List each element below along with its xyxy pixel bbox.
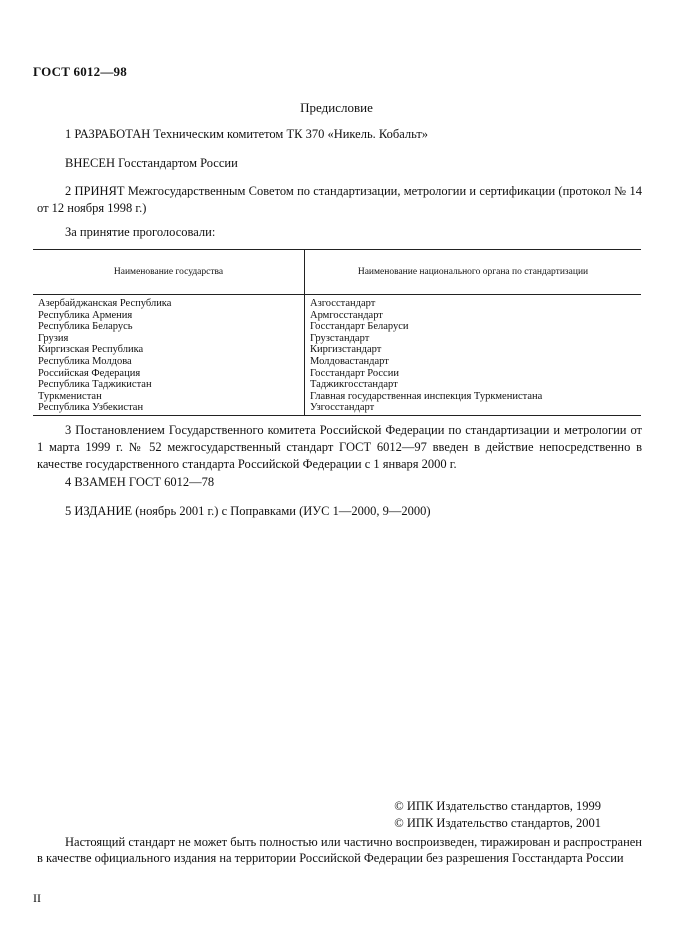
copyright-line: © ИПК Издательство стандартов, 1999 [394,799,601,813]
table-header-row [33,250,641,295]
state-name-cell: Туркменистан [38,390,102,402]
standards-body-cell: Армгосстандарт [305,310,642,322]
item-introduced: ВНЕСЕН Госстандартом России [65,156,238,170]
table-row [33,321,641,333]
reproduction-notice: Настоящий стандарт не может быть полностью или частично воспроизведен, тиражирован и распространен в качестве официального издания на территории Российской Федерации без разрешения Госстандарта России [37,835,642,865]
table-row [33,368,641,380]
state-name-cell: Республика Беларусь [38,321,133,333]
voted-intro: За принятие проголосовали: [65,225,216,239]
table-row [33,402,641,415]
state-name-cell: Республика Армения [38,309,133,321]
page-number: II [33,891,41,905]
standards-body-cell: Госстандарт Беларуси [305,321,642,333]
voting-table [33,249,641,416]
state-name-cell: Киргизская Республика [38,344,144,356]
state-name-cell: Республика Таджикистан [38,379,152,391]
standards-body-cell: Молдовастандарт [305,356,642,368]
item-decree: 3 Постановлением Государственного комитета Российской Федерации по стандартизации и метрологии от 1 марта 1999 г. № 52 межгосударственный стандарт ГОСТ 6012—97 введен в действие непосредственно в качестве государственного стандарта Российской Федерации с 1 января 2000 г. [37,423,642,471]
table-row [33,356,641,368]
column-header-body: Наименование национального органа по стандартизации [305,250,642,295]
state-name-cell: Республика Узбекистан [33,402,305,415]
item-adopted: 2 ПРИНЯТ Межгосударственным Советом по стандартизации, метрологии и сертификации (протокол № 14 от 12 ноября 1998 г.) [37,184,642,215]
standards-body-cell: Киргизстандарт [305,344,642,356]
table-row [33,310,641,322]
state-name-cell: Российская Федерация [38,367,141,379]
state-name-cell: Азербайджанская Республика [38,298,172,309]
table-body [33,295,641,416]
foreword-heading: Предисловие [300,100,373,115]
state-name-cell: Республика Молдова [38,355,132,367]
column-header-state: Наименование государства [33,250,305,295]
standards-body-cell: Таджикгосстандарт [305,379,642,391]
item-replaces: 4 ВЗАМЕН ГОСТ 6012—78 [65,475,215,489]
standard-id: ГОСТ 6012—98 [33,64,127,79]
table-row [33,344,641,356]
copyright-line: © ИПК Издательство стандартов, 2001 [394,816,601,830]
copyright-block [394,798,601,832]
item-edition: 5 ИЗДАНИЕ (ноябрь 2001 г.) с Поправками (ИУС 1—2000, 9—2000) [65,504,431,518]
table-row [33,391,641,403]
state-name-cell: Грузия [38,332,69,344]
table-row [33,295,641,310]
item-developed: 1 РАЗРАБОТАН Техническим комитетом ТК 370 «Никель. Кобальт» [65,127,429,141]
standards-body-cell: Узгосстандарт [305,402,642,415]
standards-body-cell: Азгосстандарт [305,295,642,310]
standards-body-cell: Грузстандарт [305,333,642,345]
standards-body-cell: Госстандарт России [305,368,642,380]
table-row [33,333,641,345]
standards-body-cell: Главная государственная инспекция Туркменистана [305,391,642,403]
table-row [33,379,641,391]
